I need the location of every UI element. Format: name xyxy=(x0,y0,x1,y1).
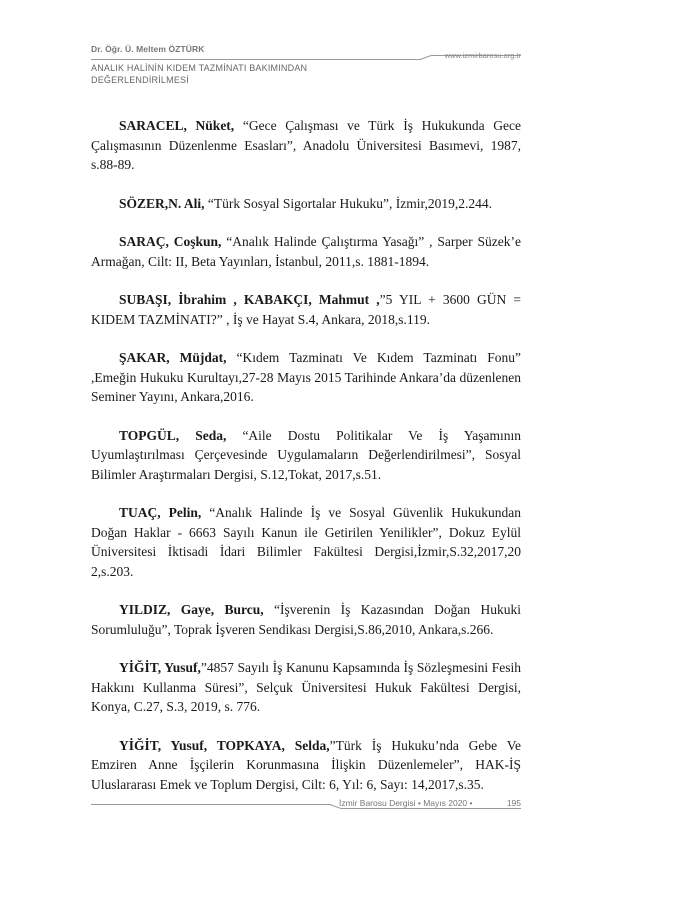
running-header xyxy=(91,44,521,92)
entry-text: “Türk Sosyal Sigortalar Hukuku”, İzmir,2019,2.244. xyxy=(204,195,492,211)
entry-text: “Kıdem Tazminatı Ve Kıdem Tazminatı Fonu” ,Emeğin Hukuku Kurultayı,27-28 Mayıs 2015 Tarihinde Ankara’da düzenlenen Seminer Yayını, Ankara,2016. xyxy=(91,350,521,404)
bibliography-entry xyxy=(91,426,521,485)
bibliography-entry xyxy=(91,116,521,175)
entry-author: ŞAKAR, Müjdat, xyxy=(119,350,227,365)
entry-text: ”5 YIL + 3600 GÜN = KIDEM TAZMİNATI?” , İş ve Hayat S.4, Ankara, 2018,s.119. xyxy=(91,292,521,327)
header-article-title xyxy=(91,62,307,86)
bibliography-entry xyxy=(91,736,521,795)
header-title-line1: ANALIK HALİNİN KIDEM TAZMİNATI BAKIMINDAN xyxy=(91,63,308,73)
entry-author: YİĞİT, Yusuf, TOPKAYA, Selda, xyxy=(119,737,330,753)
entry-author: TUAÇ, Pelin, xyxy=(119,505,202,520)
header-author: Dr. Öğr. Ü. Meltem ÖZTÜRK xyxy=(91,44,205,54)
header-site-url: www.izmirbarosu.org.tr xyxy=(444,51,521,60)
page-number: 195 xyxy=(506,798,521,808)
entry-text: ”Türk İş Hukuku’nda Gebe Ve Emziren Anne İşçilerin Korunmasına İlişkin Düzenlemeler”, HAK-İŞ Uluslararası Emek ve Toplum Dergisi, Cilt: 6, Yıl: 6, Sayı: 14,2017,s.35. xyxy=(91,737,521,792)
running-footer xyxy=(91,796,521,818)
bibliography-entry xyxy=(91,503,521,581)
bibliography-entry xyxy=(91,348,521,407)
entry-text: “Aile Dostu Politikalar Ve İş Yaşamının Uyumlaştırılması Çerçevesinde Uygulamaların Değerlendirilmesi”, Sosyal Bilimler Araştırmaları Dergisi, S.12,Tokat, 2017,s.51. xyxy=(91,427,521,482)
bibliography-list xyxy=(91,116,521,794)
header-title-line2: DEĞERLENDİRİLMESİ xyxy=(91,75,189,85)
entry-author: YILDIZ, Gaye, Burcu, xyxy=(119,602,264,617)
bibliography-entry xyxy=(91,232,521,271)
entry-text: “Analık Halinde İş ve Sosyal Güvenlik Hukukundan Doğan Haklar - 6663 Sayılı Kanun ile Getirilen Yenilikler”, Dokuz Eylül Üniversitesi İktisadi İdari Bilimler Fakültesi Dergisi,İzmir,S.32,2017,20 2,s.203. xyxy=(91,505,522,579)
entry-author: SUBAŞI, İbrahim , KABAKÇI, Mahmut , xyxy=(119,292,380,307)
bibliography-entry xyxy=(91,290,521,329)
footer-journal: İzmir Barosu Dergisi • Mayıs 2020 • xyxy=(339,798,473,808)
header-rule xyxy=(91,59,421,60)
entry-author: SARAÇ, Coşkun, xyxy=(119,234,222,249)
entry-author: SÖZER,N. Ali, xyxy=(119,195,205,211)
footer-rule xyxy=(91,804,331,805)
entry-text: ”4857 Sayılı İş Kanunu Kapsamında İş Sözleşmesini Fesih Hakkını Kullanma Süresi”, Selçuk Üniversitesi Hukuk Fakültesi Dergisi, Konya, C.27, S.3, 2019, s. 776. xyxy=(91,660,521,714)
footer-rule-right xyxy=(341,808,521,809)
bibliography-entry xyxy=(91,658,521,717)
header-rule-slant xyxy=(420,55,432,60)
entry-text: “Analık Halinde Çalıştırma Yasağı” , Sarper Süzek’e Armağan, Cilt: II, Beta Yayınları, İstanbul, 2011,s. 1881-1894. xyxy=(91,234,521,269)
bibliography-entry xyxy=(91,600,521,639)
entry-author: YİĞİT, Yusuf, xyxy=(119,660,201,675)
entry-author: SARACEL, Nüket, xyxy=(119,118,235,133)
bibliography-entry xyxy=(91,194,521,214)
entry-text: “İşverenin İş Kazasından Doğan Hukuki Sorumluluğu”, Toprak İşveren Sendikası Dergisi,S.86,2010, Ankara,s.266. xyxy=(91,602,521,637)
entry-text: “Gece Çalışması ve Türk İş Hukukunda Gece Çalışmasının Düzenlenme Esasları”, Anadolu Üniversitesi Basımevi, 1987, s.88-89. xyxy=(91,118,521,172)
entry-author: TOPGÜL, Seda, xyxy=(119,427,227,443)
